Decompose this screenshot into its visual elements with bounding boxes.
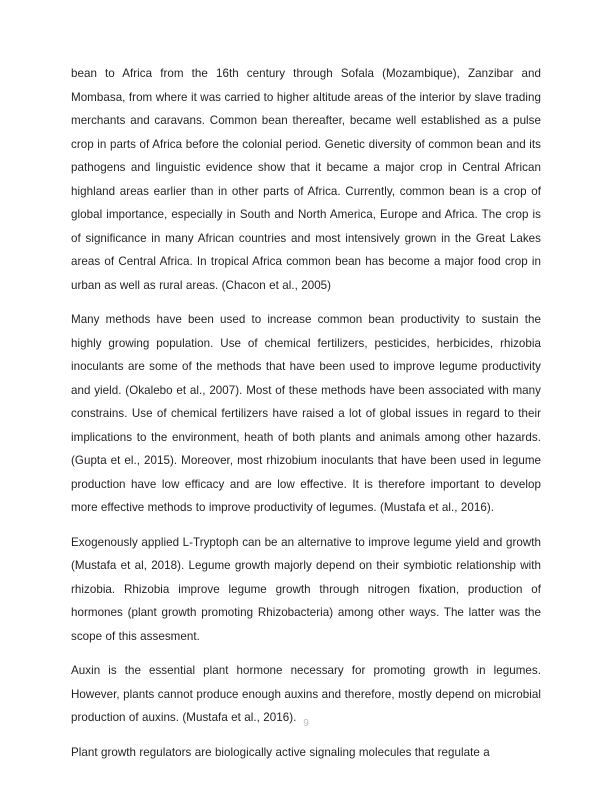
paragraph-auxin: Auxin is the essential plant hormone necessary for promoting growth in legumes. However, plants cannot produce enough auxins and therefore, mostly depend on microbial production of auxins. (Mustafa et al., 2016). (71, 664, 541, 724)
page-number: 9 (303, 718, 309, 729)
paragraph-tryptophan: Exogenously applied L-Tryptoph can be an alternative to improve legume yield and growth (Mustafa et al, 2018). Legume growth majorly depend on their symbiotic relationship with rhizobia. Rhizobia improve legume growth through nitrogen fixation, production of hormones (plant growth promoting Rhizobacteria) among other ways. The latter was the scope of this assesment. (71, 535, 541, 643)
paragraph-plant-growth-regulators: Plant growth regulators are biologically active signaling molecules that regulate a (71, 745, 490, 759)
paragraph-productivity-methods: Many methods have been used to increase common bean productivity to sustain the highly growing population. Use of chemical fertilizers, pesticides, herbicides, rhizobia inoculants are some of the methods that have been used to improve legume productivity and yield. (Okalebo et al., 2007). Most of these methods have been associated with many constrains. Use of chemical fertilizers have raised a lot of global issues in regard to their implications to the environment, heath of both plants and animals among other hazards. (Gupta et el., 2015). Moreover, most rhizobium inoculants that have been used in legume production have low efficacy and are low effective. It is therefore important to develop more effective methods to improve productivity of legumes. (Mustafa et al., 2016). (71, 313, 541, 514)
paragraph-common-bean-history: bean to Africa from the 16th century through Sofala (Mozambique), Zanzibar and Mombasa, from where it was carried to higher altitude areas of the interior by slave trading merchants and caravans. Common bean thereafter, became well established as a pulse crop in parts of Africa before the colonial period. Genetic diversity of common bean and its pathogens and linguistic evidence show that it became a major crop in Central African highland areas earlier than in other parts of Africa. Currently, common bean is a crop of global importance, especially in South and North America, Europe and Africa. The crop is of significance in many African countries and most intensively grown in the Great Lakes areas of Central Africa. In tropical Africa common bean has become a major food crop in urban as well as rural areas. (Chacon et al., 2005) (71, 67, 541, 292)
body-text-column (71, 62, 541, 764)
